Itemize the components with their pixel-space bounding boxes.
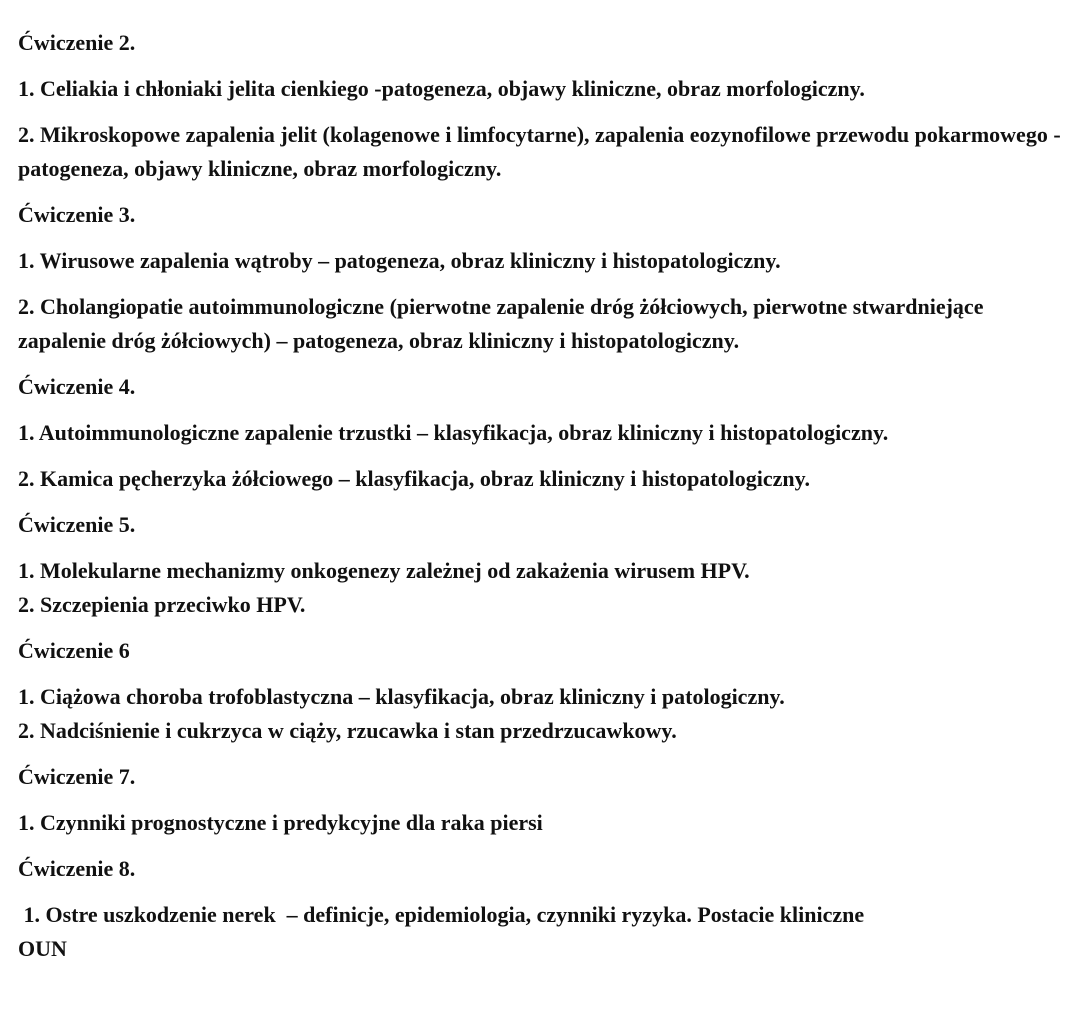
list-item: 2. Nadciśnienie i cukrzyca w ciąży, rzucawka i stan przedrzucawkowy. bbox=[18, 718, 677, 743]
list-item: 1. Wirusowe zapalenia wątroby – patogeneza, obraz kliniczny i histopatologiczny. bbox=[18, 248, 781, 273]
list-item: 1. Ciążowa choroba trofoblastyczna – klasyfikacja, obraz kliniczny i patologiczny. bbox=[18, 684, 785, 709]
list-item: 1. Czynniki prognostyczne i predykcyjne dla raka piersi bbox=[18, 810, 543, 835]
list-item: 1. Celiakia i chłoniaki jelita cienkiego -patogeneza, objawy kliniczne, obraz morfologiczny. bbox=[18, 76, 865, 101]
section-heading: Ćwiczenie 2. bbox=[18, 30, 136, 55]
list-item: 2. Mikroskopowe zapalenia jelit (kolagenowe i limfocytarne), zapalenia eozynofilowe przewodu pokarmowego - patogeneza, objawy kliniczne, obraz morfologiczny. bbox=[18, 122, 1061, 181]
section-heading: Ćwiczenie 4. bbox=[18, 374, 136, 399]
document-page bbox=[18, 26, 1070, 966]
list-item: 1. Molekularne mechanizmy onkogenezy zależnej od zakażenia wirusem HPV. bbox=[18, 558, 750, 583]
list-item: 2. Kamica pęcherzyka żółciowego – klasyfikacja, obraz kliniczny i histopatologiczny. bbox=[18, 466, 810, 491]
section-heading: Ćwiczenie 3. bbox=[18, 202, 136, 227]
list-item: 1. Ostre uszkodzenie nerek – definicje, epidemiologia, czynniki ryzyka. Postacie kliniczne bbox=[18, 902, 865, 927]
list-item: 2. Cholangiopatie autoimmunologiczne (pierwotne zapalenie dróg żółciowych, pierwotne stwardniejące zapalenie dróg żółciowych) – patogeneza, obraz kliniczny i histopatologiczny. bbox=[18, 294, 984, 353]
section-heading: Ćwiczenie 6 bbox=[18, 638, 130, 663]
section-heading: Ćwiczenie 5. bbox=[18, 512, 136, 537]
list-item-continuation: OUN bbox=[18, 936, 67, 961]
list-item: 2. Szczepienia przeciwko HPV. bbox=[18, 592, 306, 617]
list-item: 1. Autoimmunologiczne zapalenie trzustki – klasyfikacja, obraz kliniczny i histopatologiczny. bbox=[18, 420, 889, 445]
section-heading: Ćwiczenie 7. bbox=[18, 764, 136, 789]
section-heading: Ćwiczenie 8. bbox=[18, 856, 136, 881]
